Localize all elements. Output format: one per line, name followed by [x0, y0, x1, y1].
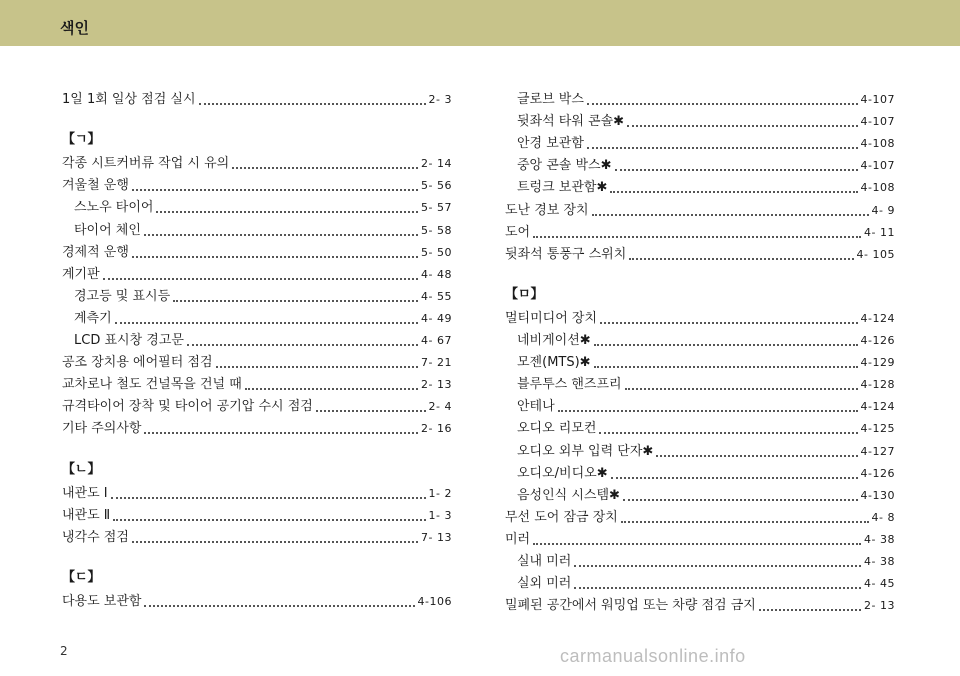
index-entry [62, 152, 452, 172]
index-entry [62, 241, 452, 261]
index-entry-page: 4- 48 [421, 267, 452, 281]
index-entry-page: 5- 57 [421, 201, 452, 215]
dot-leader [132, 541, 418, 543]
dot-leader [574, 565, 861, 567]
index-entry-label: 트렁크 보관함✱ [517, 180, 608, 196]
index-entry-page: 2- 16 [421, 422, 452, 436]
index-entry [62, 285, 452, 305]
index-entry-label: 무선 도어 잠금 장치 [505, 509, 618, 525]
watermark-text: carmanualsonline.info [560, 646, 746, 666]
index-entry-page: 4- 67 [421, 334, 452, 347]
index-entry-label: 교차로나 철도 건널목을 건널 때 [62, 377, 242, 393]
index-entry-label: 모젠(MTS)✱ [517, 355, 591, 371]
index-entry-label: 내관도 Ⅱ [62, 507, 111, 523]
index-entry-label: 실내 미러 [517, 554, 572, 569]
dot-leader [533, 236, 861, 238]
index-entry-label: 각종 시트커버류 작업 시 유의 [62, 156, 230, 172]
index-entry [62, 329, 452, 349]
index-entry [505, 373, 895, 393]
index-entry-page: 4-107 [860, 93, 895, 106]
index-entry [62, 395, 452, 415]
index-entry-label: 음성인식 시스템✱ [517, 487, 620, 503]
dot-leader [599, 432, 857, 434]
dot-leader [623, 499, 858, 501]
index-entry [505, 154, 895, 174]
index-entry-page: 4- 45 [864, 577, 895, 591]
index-entry-page: 4-107 [860, 159, 895, 173]
index-entry-page: 4-127 [860, 444, 895, 458]
dot-leader [232, 167, 418, 169]
index-entry-page: 5- 50 [421, 245, 452, 259]
index-entry [505, 221, 895, 241]
index-entry [62, 174, 452, 194]
dot-leader [115, 322, 418, 324]
index-entry [505, 351, 895, 371]
dot-leader [656, 455, 857, 457]
dot-leader [132, 256, 418, 258]
dot-leader [144, 432, 418, 434]
index-entry [505, 528, 895, 548]
index-entry [62, 590, 452, 610]
index-entry [505, 594, 895, 614]
index-entry-label: LCD 표시창 경고문 [74, 333, 184, 348]
index-entry-page: 2- 4 [428, 400, 452, 414]
index-entry-label: 중앙 콘솔 박스✱ [517, 158, 612, 174]
section-heading: 【ㄷ】 [62, 569, 101, 585]
dot-leader [587, 147, 858, 149]
index-entry-label: 밀폐된 공간에서 워밍업 또는 차량 점검 금지 [505, 598, 756, 614]
index-entry-label: 스노우 타이어 [74, 200, 154, 216]
index-entry-label: 글로브 박스 [517, 92, 584, 107]
dot-leader [629, 258, 853, 260]
index-entry [505, 417, 895, 437]
dot-leader [621, 521, 869, 523]
dot-leader [316, 410, 426, 412]
index-entry [62, 373, 452, 393]
index-entry-label: 실외 미러 [517, 576, 572, 592]
dot-leader [610, 191, 857, 193]
index-entry-label: 계기판 [62, 266, 100, 282]
index-entry [505, 329, 895, 349]
section-heading: 【ㄱ】 [62, 132, 101, 148]
index-entry-label: 1일 1회 일상 점검 실시 [62, 92, 196, 107]
index-entry-label: 기타 주의사항 [62, 421, 142, 437]
index-entry-label: 멀티미디어 장치 [505, 310, 598, 326]
index-entry-page: 4- 105 [856, 247, 895, 261]
index-entry-page: 2- 3 [428, 93, 452, 106]
index-entry-page: 2- 13 [864, 599, 895, 613]
header-bar [0, 0, 960, 46]
index-entry [505, 440, 895, 460]
index-entry-page: 5- 58 [421, 223, 452, 237]
index-entry-page: 4-106 [417, 595, 452, 608]
dot-leader [592, 214, 869, 216]
dot-leader [173, 300, 418, 302]
index-entry-page: 4-128 [860, 378, 895, 392]
index-entry-label: 도어 [505, 224, 531, 240]
index-entry [505, 176, 895, 196]
index-entry [505, 550, 895, 570]
dot-leader [103, 278, 418, 280]
page-title: 색인 [60, 19, 89, 37]
index-entry-page: 4- 11 [864, 225, 895, 239]
index-entry-page: 4-107 [860, 115, 895, 129]
index-entry [505, 572, 895, 592]
index-entry-page: 4-108 [860, 137, 895, 151]
index-entry-page: 7- 13 [421, 530, 452, 544]
index-entry-page: 5- 56 [421, 179, 452, 193]
dot-leader [574, 587, 861, 589]
dot-leader [216, 366, 418, 368]
index-entry [62, 196, 452, 216]
index-entry-label: 뒷좌석 통풍구 스위치 [505, 246, 627, 262]
index-entry [505, 199, 895, 219]
section-heading: 【ㄴ】 [62, 461, 101, 477]
dot-leader [759, 609, 861, 611]
index-entry-page: 4-126 [860, 466, 895, 480]
index-entry-label: 오디오 리모컨 [517, 421, 597, 437]
index-entry-page: 4-130 [860, 488, 895, 502]
index-entry-label: 도난 경보 장치 [505, 202, 589, 218]
index-entry-page: 4-125 [860, 422, 895, 436]
index-entry-label: 경제적 운행 [62, 244, 129, 260]
index-entry-label: 타이어 체인 [74, 222, 141, 238]
dot-leader [533, 543, 861, 545]
index-entry [505, 462, 895, 482]
index-entry-page: 4-126 [860, 334, 895, 347]
index-entry-label: 안테나 [517, 399, 555, 415]
dot-leader [132, 189, 418, 191]
dot-leader [594, 344, 858, 346]
page-number: 2 [60, 644, 68, 658]
dot-leader [594, 366, 858, 368]
section-heading: 【ㅁ】 [505, 286, 544, 302]
index-entry-label: 뒷좌석 타워 콘솔✱ [517, 114, 625, 130]
index-entry-page: 4-108 [860, 181, 895, 195]
dot-leader [558, 410, 858, 412]
index-entry-page: 4- 38 [864, 555, 895, 568]
index-entry-label: 미러 [505, 531, 531, 547]
index-entry [62, 88, 452, 108]
index-entry-label: 공조 장치용 에어필터 점검 [62, 355, 213, 371]
index-entry [505, 88, 895, 108]
index-entry [62, 307, 452, 327]
index-entry-label: 오디오/비디오✱ [517, 465, 608, 481]
index-entry-page: 4-124 [860, 311, 895, 325]
dot-leader [625, 388, 858, 390]
index-entry [62, 219, 452, 239]
index-entry-page: 7- 21 [421, 356, 452, 370]
index-entry-page: 2- 14 [421, 157, 452, 171]
index-entry-page: 4-129 [860, 356, 895, 370]
index-entry-page: 4- 9 [871, 203, 895, 217]
index-entry [505, 110, 895, 130]
index-entry-page: 4- 55 [421, 289, 452, 303]
index-entry-page: 4- 49 [421, 311, 452, 325]
index-entry-label: 규격타이어 장착 및 타이어 공기압 수시 점검 [62, 399, 313, 415]
dot-leader [144, 605, 414, 607]
dot-leader [245, 388, 418, 390]
index-entry [505, 484, 895, 504]
dot-leader [587, 103, 858, 105]
index-entry-label: 네비게이션✱ [517, 333, 591, 348]
dot-leader [627, 125, 857, 127]
index-entry-label: 경고등 및 표시등 [74, 288, 171, 304]
index-entry-page: 4- 38 [864, 532, 895, 546]
index-entry [62, 417, 452, 437]
dot-leader [187, 344, 418, 346]
index-entry [505, 395, 895, 415]
dot-leader [156, 211, 418, 213]
index-entry [62, 526, 452, 546]
index-entry-label: 블루투스 핸즈프리 [517, 377, 622, 393]
dot-leader [600, 322, 857, 324]
index-entry-page: 1- 2 [428, 486, 452, 500]
dot-leader [111, 497, 426, 499]
index-entry [505, 132, 895, 152]
index-entry-label: 겨울철 운행 [62, 178, 129, 194]
index-entry-label: 계측기 [74, 310, 112, 326]
index-entry-label: 안경 보관함 [517, 136, 584, 152]
index-entry-page: 2- 13 [421, 378, 452, 392]
dot-leader [611, 477, 858, 479]
index-entry [62, 482, 452, 502]
index-entry-label: 내관도 Ⅰ [62, 485, 108, 501]
index-entry [62, 263, 452, 283]
index-entry [62, 504, 452, 524]
index-entry [505, 506, 895, 526]
dot-leader [113, 519, 425, 521]
index-entry-label: 냉각수 점검 [62, 529, 129, 545]
dot-leader [199, 103, 426, 105]
index-entry-page: 4- 8 [871, 510, 895, 524]
dot-leader [144, 234, 418, 236]
index-entry [505, 307, 895, 327]
index-entry-label: 오디오 외부 입력 단자✱ [517, 443, 654, 459]
index-entry [62, 351, 452, 371]
index-entry-label: 다용도 보관함 [62, 594, 142, 609]
dot-leader [615, 169, 858, 171]
index-entry-page: 1- 3 [428, 508, 452, 522]
index-entry [505, 243, 895, 263]
index-entry-page: 4-124 [860, 400, 895, 414]
